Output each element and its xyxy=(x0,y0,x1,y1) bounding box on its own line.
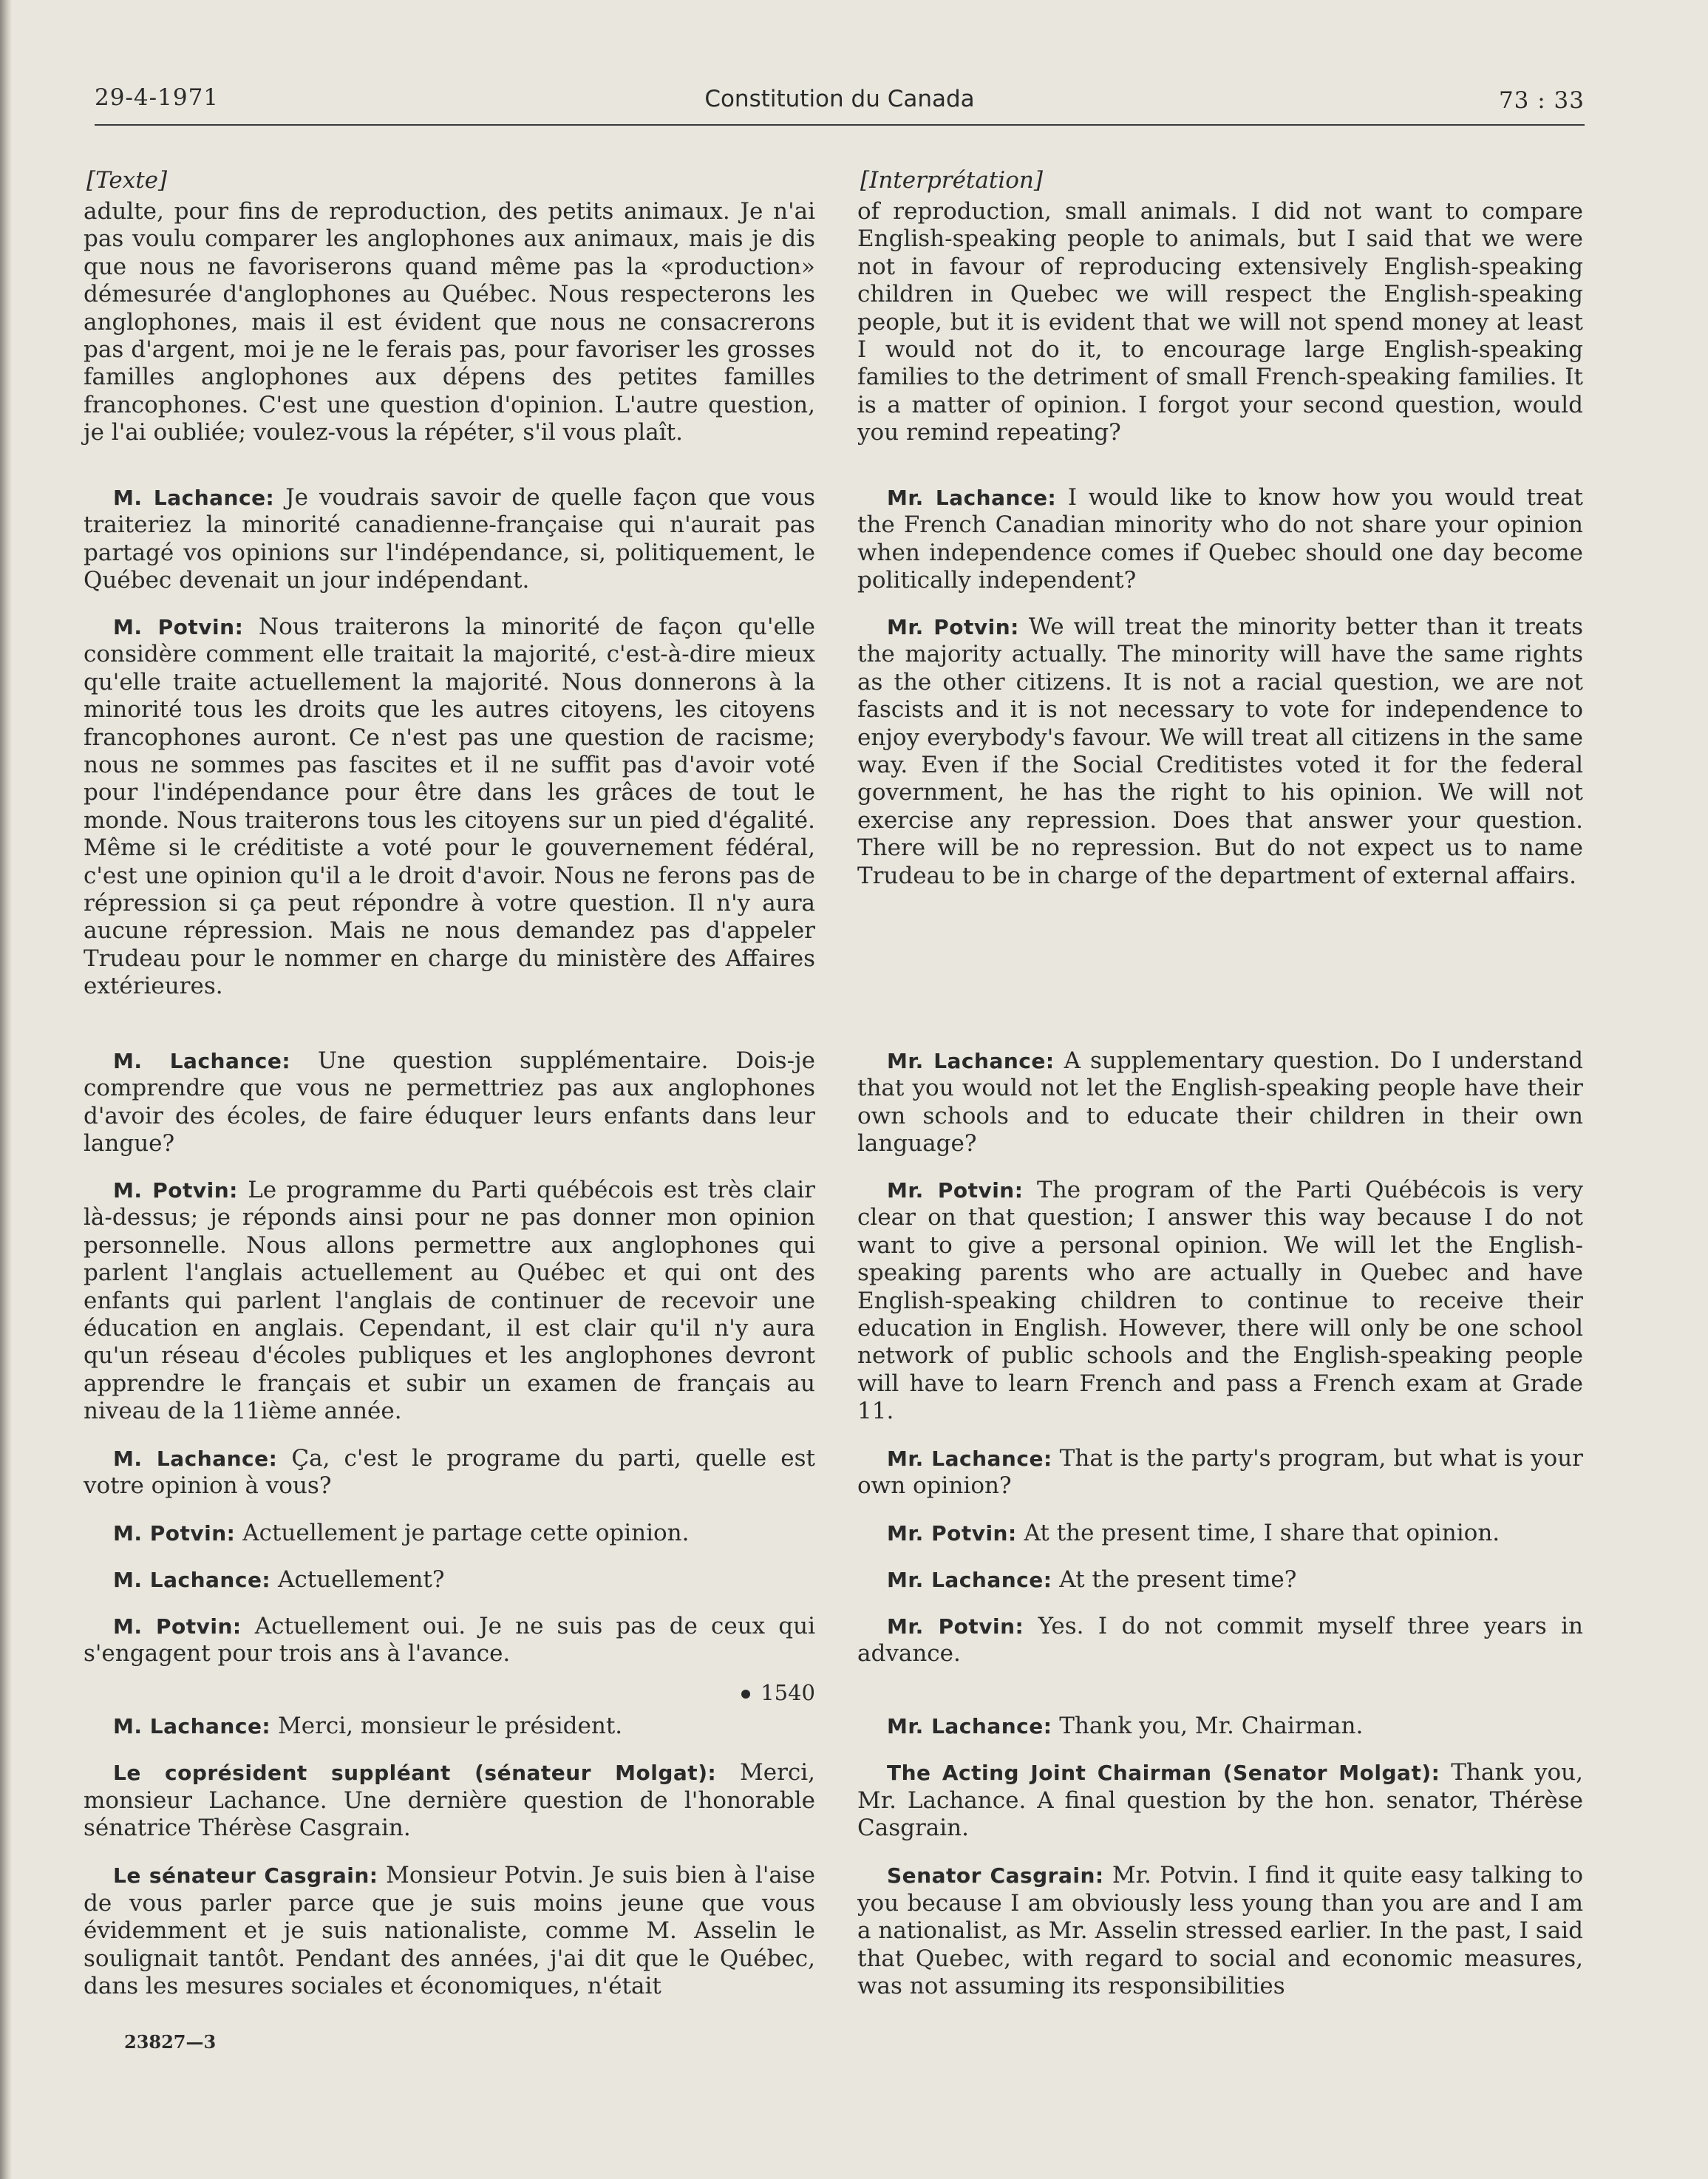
speech-text: Merci, monsieur le président. xyxy=(271,1713,623,1740)
speech-text: Actuellement oui. Je ne suis pas de ceux qui s'engagent pour trois ans à l'avance. xyxy=(84,1613,816,1668)
speech-potvin xyxy=(857,1613,1583,1669)
speaker-name: Mr. Lachance: xyxy=(887,1447,1052,1471)
speech-lachance xyxy=(84,1566,815,1594)
speaker-name: Senator Casgrain: xyxy=(887,1863,1104,1889)
speech-lachance xyxy=(857,1713,1583,1741)
page-binding-edge xyxy=(0,0,12,2179)
speaker-name: Mr. Potvin: xyxy=(887,1614,1024,1639)
speech-text: The program of the Parti Québécois is very clear on that question; I answer this way because I do not want to give a personal opinion. We will let the English-speaking parents who are actually in Quebec and have English-speaking children to continue to receive their education in English. However, there will only be one school network of public schools and the English-speaking people will have to learn French and pass a French exam at Grade 11. xyxy=(857,1177,1584,1425)
speaker-name: M. Lachance: xyxy=(113,1714,271,1739)
english-column xyxy=(857,167,1583,2002)
speech-potvin xyxy=(857,1520,1583,1548)
french-column xyxy=(84,167,815,2002)
speech-potvin xyxy=(857,1177,1583,1427)
speech-lachance xyxy=(857,1047,1583,1158)
header-title: Constitution du Canada xyxy=(704,86,975,112)
speech-lachance xyxy=(84,484,815,595)
speech-potvin xyxy=(857,613,1583,1029)
time-stamp xyxy=(84,1679,815,1707)
speech-text: That is the party's program, but what is your own opinion? xyxy=(857,1445,1583,1500)
speaker-name: M. Lachance: xyxy=(113,1447,278,1471)
speech-text: Yes. I do not commit myself three years in advance. xyxy=(857,1613,1583,1668)
footer-code: 23827—3 xyxy=(124,2031,217,2053)
paragraph-text: of reproduction, small animals. I did not want to compare English-speaking people to animals, but I said that we were not in favour of reproducing extensively English-speaking children in Quebec we will respect the English-speaking people, but it is evident that we will not spend money at least I would not do it, to encourage large English-speaking families to the detriment of small French-speaking families. It is a matter of opinion. I forgot your second question, would you remind repeating? xyxy=(857,198,1583,446)
speaker-name: Mr. Lachance: xyxy=(887,1049,1055,1073)
speech-text: A supplementary question. Do I understand that you would not let the English-speaking people have their own schools and to educate their children in their own language? xyxy=(857,1047,1584,1158)
speaker-name: M. Lachance: xyxy=(113,1049,291,1073)
page-header xyxy=(95,80,1585,126)
speech-text: Nous traiterons la minorité de façon qu'elle considère comment elle traitait la majorité, c'est-à-dire mieux qu'elle traite actuellement la majorité. Nous donnerons à la minorité tous les droits que les autres citoyens, les citoyens francophones auront. Ce n'est pas une question de racisme; nous ne sommes pas fascites et il ne suffit pas d'avoir voté pour l'indépendance pour être dans les grâces de tout le monde. Nous traiterons tous les citoyens sur un pied d'égalité. Même si le créditiste a voté pour le gouvernement fédéral, c'est une opinion qu'il a le droit d'avoir. Nous ne ferons pas de répression si ça peut répondre à votre question. Il n'y aura aucune répression. Mais ne nous demandez pas d'appeler Trudeau pour le nommer en charge du ministère des Affaires extérieures. xyxy=(84,613,815,1000)
speech-lachance xyxy=(857,484,1583,595)
paragraph xyxy=(84,198,815,466)
text-marker: [Texte] xyxy=(86,167,168,194)
speech-potvin xyxy=(84,1520,815,1548)
paragraph-text: adulte, pour fins de reproduction, des petits animaux. Je n'ai pas voulu comparer les anglophones aux animaux, mais je dis que nous ne favoriserons quand même pas la «production» démesurée d'anglophones au Québec. Nous respecterons les anglophones, mais il est évident que nous ne consacrerons pas d'argent, moi je ne le ferais pas, pour favoriser les grosses familles anglophones aux dépens des petites familles francophones. C'est une question d'opinion. L'autre question, je l'ai oubliée; voulez-vous la répéter, s'il vous plaît. xyxy=(84,198,815,446)
speech-text: Monsieur Potvin. Je suis bien à l'aise de vous parler parce que je suis moins jeune que vous évidemment et je suis nationaliste, comme M. Asselin le soulignait tantôt. Pendant des années, j'ai dit que le Québec, dans les mesures sociales et économiques, n'était xyxy=(84,1862,815,2000)
speech-text: Une question supplémentaire. Dois-je comprendre que vous ne permettriez pas aux anglophones d'avoir des écoles, de faire éduquer leurs enfants dans leur langue? xyxy=(84,1047,815,1158)
speech-molgat xyxy=(84,1759,815,1843)
speaker-name: Mr. Lachance: xyxy=(887,486,1057,510)
header-date: 29-4-1971 xyxy=(95,84,220,111)
time-value: 1540 xyxy=(761,1680,815,1705)
speaker-name: Mr. Lachance: xyxy=(887,1714,1052,1739)
speech-potvin xyxy=(84,1613,815,1669)
speech-lachance xyxy=(84,1445,815,1501)
speech-text: I would like to know how you would treat the French Canadian minority who do not share your opinion when independence comes if Quebec should one day become politically independent? xyxy=(857,484,1583,594)
speaker-name: M. Potvin: xyxy=(113,1614,242,1639)
speaker-name: Le coprésident suppléant (sénateur Molgat): xyxy=(113,1761,717,1786)
speech-lachance xyxy=(84,1047,815,1158)
speech-lachance xyxy=(857,1445,1583,1501)
speaker-name: M. Potvin: xyxy=(113,1521,236,1546)
speech-text: We will treat the minority better than it treats the majority actually. The minority will have the same rights as the other citizens. It is not a racial question, we are not fascists and it is not necessary to vote for independence to enjoy everybody's favour. We will treat all citizens in the same way. Even if the Social Creditistes voted it for the federal government, he has the right to his opinion. We will not exercise any repression. Does that answer your question. There will be no repression. But do not expect us to name Trudeau to be in charge of the department of external affairs. xyxy=(857,613,1583,889)
speech-text: Mr. Potvin. I find it quite easy talking to you because I am obviously less young than you are and I am a nationalist, as Mr. Asselin stressed earlier. In the past, I said that Quebec, with regard to social and economic measures, was not assuming its responsibilities xyxy=(857,1862,1584,2000)
speaker-name: Mr. Potvin: xyxy=(887,1178,1024,1203)
speaker-name: M. Lachance: xyxy=(113,486,275,510)
speech-text: At the present time? xyxy=(1052,1566,1297,1593)
speaker-name: Mr. Potvin: xyxy=(887,615,1019,639)
interpretation-marker: [Interprétation] xyxy=(860,167,1043,194)
header-page-number: 73 : 33 xyxy=(1498,87,1585,114)
speaker-name: M. Potvin: xyxy=(113,1178,238,1203)
speech-lachance xyxy=(84,1713,815,1741)
speech-potvin xyxy=(84,1177,815,1427)
speaker-name: Mr. Lachance: xyxy=(887,1568,1052,1592)
speech-text: Actuellement? xyxy=(271,1566,445,1593)
speech-text: Actuellement je partage cette opinion. xyxy=(235,1520,690,1546)
speech-text: At the present time, I share that opinion. xyxy=(1016,1520,1500,1546)
speaker-name: Mr. Potvin: xyxy=(887,1521,1017,1546)
speaker-name: The Acting Joint Chairman (Senator Molgat): xyxy=(887,1761,1440,1786)
speech-molgat xyxy=(857,1759,1583,1843)
speaker-name: Le sénateur Casgrain: xyxy=(113,1863,378,1889)
speaker-name: M. Lachance: xyxy=(113,1568,271,1592)
speech-text: Thank you, Mr. Chairman. xyxy=(1052,1713,1364,1740)
speech-potvin xyxy=(84,613,815,1029)
paragraph xyxy=(857,198,1583,466)
speech-text: Je voudrais savoir de quelle façon que vous traiteriez la minorité canadienne-française qui n'aurait pas partagé vos opinions sur l'indépendance, si, politiquement, le Québec devenait un jour indépendant. xyxy=(84,484,815,594)
speech-text: Le programme du Parti québécois est très clair là-dessus; je réponds ainsi pour ne pas donner mon opinion personnelle. Nous allons permettre aux anglophones qui parlent l'anglais actuellement au Québec et qui ont des enfants qui parlent l'anglais de continuer de recevoir une éducation en anglais. Cependant, il est clair qu'il n'y aura qu'un réseau d'écoles publiques et les anglophones devront apprendre le français et subir un examen de français au niveau de la 11ième année. xyxy=(84,1177,815,1425)
speech-text: Merci, monsieur Lachance. Une dernière question de l'honorable sénatrice Thérèse Casgrain. xyxy=(84,1759,816,1842)
speech-text: Thank you, Mr. Lachance. A final question by the hon. senator, Thérèse Casgrain. xyxy=(857,1759,1584,1842)
speech-casgrain xyxy=(857,1862,1583,2002)
speech-lachance xyxy=(857,1566,1583,1594)
bullet-icon xyxy=(741,1690,750,1699)
speaker-name: M. Potvin: xyxy=(113,615,244,639)
speech-casgrain xyxy=(84,1862,815,2002)
speech-text: Ça, c'est le programe du parti, quelle est votre opinion à vous? xyxy=(84,1445,815,1500)
